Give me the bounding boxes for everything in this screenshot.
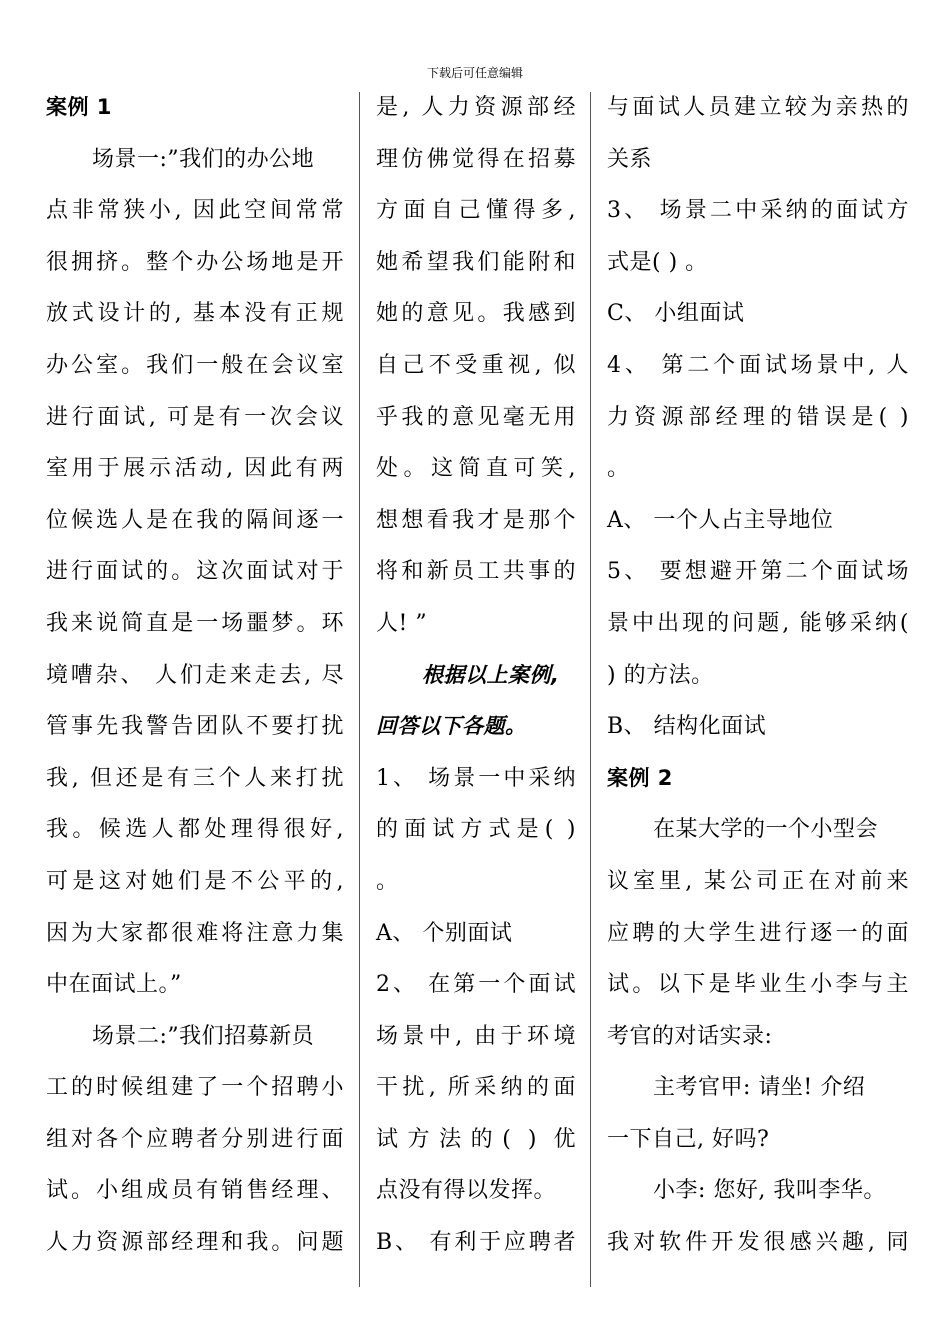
text-line: 4、 第二个面试场景中, 人 (607, 352, 909, 378)
text-line: 干扰, 所采纳的面 (376, 1075, 576, 1101)
text-line: 的面试方式是( ) (376, 817, 576, 843)
text-line: 议室里, 某公司正在对前来 (607, 868, 909, 894)
text-line: 很拥挤。整个办公场地是开 (46, 249, 344, 275)
text-line: 乎我的意见毫无用 (376, 404, 576, 430)
text-line: 场景一:”我们的办公地 (92, 146, 315, 172)
text-line: ) 的方法。 (607, 662, 714, 688)
text-line: 3、 场景二中采纳的面试方 (607, 198, 909, 224)
text-line: 中在面试上。” (46, 972, 182, 998)
text-line: 工的时候组建了一个招聘小 (46, 1075, 344, 1101)
text-line: 管事先我警告团队不要打扰 (46, 714, 344, 740)
text-line: 考官的对话实录: (607, 1023, 773, 1049)
text-line: 她希望我们能附和 (376, 249, 576, 275)
text-line: 可是这对她们是不公平的, (46, 868, 344, 894)
text-line: 点非常狭小, 因此空间常常 (46, 198, 344, 224)
text-line: 应聘的大学生进行逐一的面 (607, 920, 909, 946)
text-line: 关系 (607, 146, 653, 172)
text-line: 境嘈杂、 人们走来走去, 尽 (46, 662, 344, 688)
text-line: 组对各个应聘者分别进行面 (46, 1126, 344, 1152)
text-line: 位候选人是在我的隔间逐一 (46, 507, 344, 533)
header-note: 下载后可任意编辑 (426, 66, 523, 80)
text-line: 我。候选人都处理得很好, (46, 817, 344, 843)
text-line: 她的意见。我感到 (376, 301, 576, 327)
text-line: 人! ” (376, 610, 428, 636)
text-line: 想想看我才是那个 (376, 507, 576, 533)
text-line: 方面自己懂得多, (376, 198, 576, 224)
case-heading: 案例 1 (46, 95, 112, 119)
text-line: 试。以下是毕业生小李与主 (607, 972, 909, 998)
text-line: 回答以下各题。 (376, 714, 527, 739)
text-line: 在某大学的一个小型会 (653, 817, 879, 843)
text-line: 。 (607, 456, 630, 482)
text-line: 放式设计的, 基本没有正规 (46, 301, 344, 327)
text-line: B、 有利于应聘者 (376, 1230, 576, 1256)
text-line: 我来说简直是一场噩梦。环 (46, 610, 344, 636)
text-line: 。 (376, 868, 399, 894)
text-line: 2、 在第一个面试 (376, 972, 576, 998)
text-line: C、 小组面试 (607, 301, 745, 327)
text-line: 5、 要想避开第二个面试场 (607, 559, 909, 585)
text-line: 我对软件开发很感兴趣, 同 (607, 1230, 909, 1256)
column-divider-1 (359, 92, 360, 1287)
text-line: 主考官甲: 请坐! 介绍 (653, 1075, 866, 1101)
text-column-1 (46, 82, 344, 1269)
text-line: 我, 但还是有三个人来打扰 (46, 765, 344, 791)
text-line: 根据以上案例, (422, 662, 560, 687)
text-line: A、 一个人占主导地位 (607, 507, 834, 533)
text-line: 力资源部经理的错误是( ) (607, 404, 909, 430)
text-line: 处。这简直可笑, (376, 456, 576, 482)
text-line: 小李: 您好, 我叫李华。 (653, 1178, 886, 1204)
text-line: 试方法的( ) 优 (376, 1126, 576, 1152)
text-line: A、 个别面试 (376, 920, 513, 946)
text-line: 场景二:”我们招募新员 (92, 1023, 315, 1049)
text-line: 一下自己, 好吗? (607, 1126, 770, 1152)
text-line: 进行面试, 可是有一次会议 (46, 404, 344, 430)
text-line: 景中出现的问题, 能够采纳( (607, 610, 909, 636)
text-line: 办公室。我们一般在会议室 (46, 352, 344, 378)
text-line: 进行面试的。这次面试对于 (46, 559, 344, 585)
column-divider-2 (590, 92, 591, 1287)
text-line: 式是( ) 。 (607, 249, 708, 275)
text-line: 点没有得以发挥。 (376, 1178, 557, 1204)
text-line: 与面试人员建立较为亲热的 (607, 95, 909, 120)
text-column-2 (376, 82, 576, 1269)
text-line: 是, 人力资源部经 (376, 95, 576, 120)
text-line: 自己不受重视, 似 (376, 352, 576, 378)
text-line: 将和新员工共事的 (376, 559, 576, 585)
text-line: 人力资源部经理和我。问题 (46, 1230, 344, 1256)
text-line: B、 结构化面试 (607, 714, 767, 740)
text-line: 理仿佛觉得在招募 (376, 146, 576, 172)
text-line: 试。小组成员有销售经理、 (46, 1178, 344, 1204)
text-line: 因为大家都很难将注意力集 (46, 920, 344, 946)
text-line: 室用于展示活动, 因此有两 (46, 456, 344, 482)
case-heading: 案例 2 (607, 765, 673, 790)
text-line: 场景中, 由于环境 (376, 1023, 576, 1049)
text-line: 1、 场景一中采纳 (376, 765, 576, 791)
text-column-3 (607, 82, 909, 1269)
